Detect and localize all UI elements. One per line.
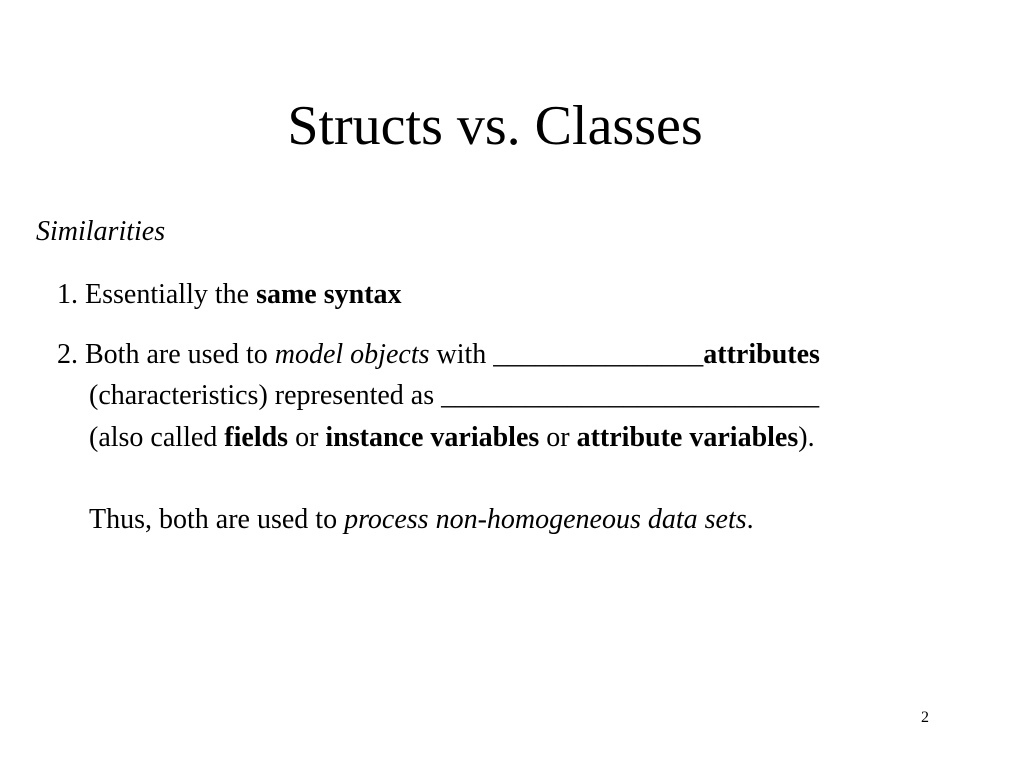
page-number: 2 [921,709,929,726]
also-called-prefix: (also called [89,422,225,453]
representation-text: (characteristics) represented as [89,380,442,411]
summary-suffix: . [746,504,754,535]
list-item-2-line-1 [57,338,820,372]
attribute-variables-term: attribute variables [576,422,799,453]
or-text-1: or [288,422,326,453]
attributes-term: attributes [703,339,820,370]
summary-italic-phrase: process non-homogeneous data sets [344,504,747,535]
list-item-2-prefix: 2. Both are used to [57,339,275,370]
list-item-2-italic-phrase: model objects [274,339,430,370]
instance-variables-term: instance variables [325,422,540,453]
list-item-1-text: 1. Essentially the [57,279,257,310]
section-heading: Similarities [36,216,166,247]
attributes-blank: _______________ [493,339,704,370]
representation-blank: ___________________________ [441,380,820,411]
summary-prefix: Thus, both are used to [89,504,345,535]
summary-line [89,503,754,537]
list-item-2-line-2 [89,379,819,413]
fields-term: fields [224,422,289,453]
slide-title: Structs vs. Classes [287,95,703,157]
list-item-2-connector: with [429,339,494,370]
list-item-1 [57,278,402,312]
closing-text: ). [798,422,815,453]
list-item-2-line-3 [89,421,815,455]
list-item-1-emphasis: same syntax [256,279,402,310]
or-text-2: or [539,422,577,453]
